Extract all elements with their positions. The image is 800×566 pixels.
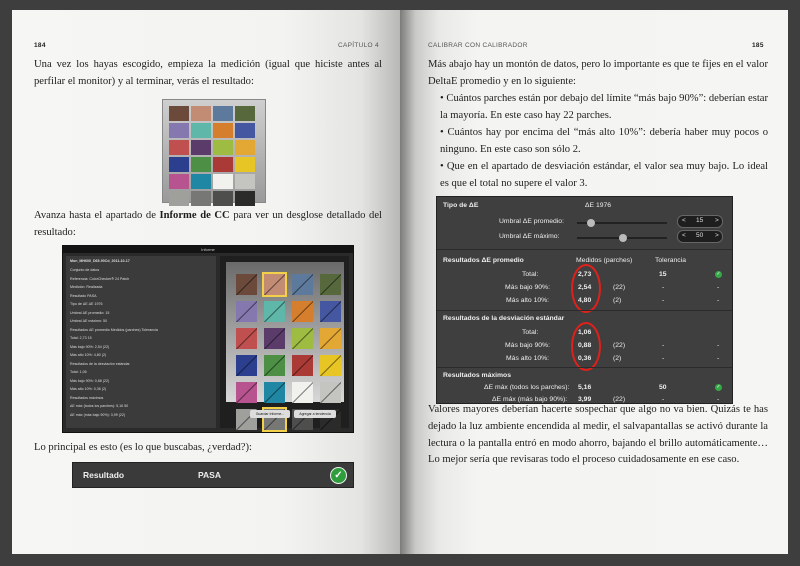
report-patch[interactable] bbox=[264, 382, 285, 403]
sec-maximos-title: Resultados máximos bbox=[443, 372, 511, 379]
result-label: Resultado bbox=[83, 470, 125, 480]
bullet-2: • Cuántos hay por encima del “más alto 10%”: debería haber muy pocos o ninguno. En este caso son sólo 2. bbox=[440, 127, 768, 155]
save-report-button[interactable]: Guardar Informe... bbox=[250, 410, 290, 418]
report-patch[interactable] bbox=[236, 301, 257, 322]
right-page bbox=[400, 10, 788, 554]
report-patch[interactable] bbox=[236, 328, 257, 349]
report-patch[interactable] bbox=[264, 355, 285, 376]
report-line: Tipo de ΔE ΔE 1976 bbox=[70, 302, 103, 306]
max-row-count: (22) bbox=[613, 396, 626, 403]
left-paragraph-1: Una vez los hayas escogido, empieza la medición (igual que hiciste antes al perfilar el monitor) y al terminar, verás el resultado: bbox=[34, 59, 382, 87]
right-paragraph-1: Más abajo hay un montón de datos, pero lo importante es que te fijes en el valor DeltaE promedio y en lo siguiente: bbox=[428, 59, 768, 87]
left-running-header: CAPÍTULO 4 bbox=[338, 42, 379, 49]
checker-patch bbox=[191, 106, 211, 121]
dash: - bbox=[662, 355, 665, 362]
tipo-label: Tipo de ΔE bbox=[443, 202, 479, 209]
checker-patch bbox=[169, 140, 189, 155]
checker-patch bbox=[169, 123, 189, 138]
checker-patch bbox=[235, 123, 255, 138]
s-high-label: Más alto 10%: bbox=[506, 355, 550, 362]
s-low-value: 0,88 bbox=[578, 342, 592, 349]
s-low-count: (22) bbox=[613, 342, 626, 349]
checker-patch bbox=[191, 174, 211, 189]
checker-patch bbox=[213, 106, 233, 121]
report-line: ΔE máx (todos los parches): 5,16 50 bbox=[70, 404, 129, 408]
report-patch[interactable] bbox=[320, 274, 341, 295]
slider-knob[interactable] bbox=[619, 234, 627, 242]
s-total-value: 1,06 bbox=[578, 329, 592, 336]
sec-promedio-title: Resultados ΔE promedio bbox=[443, 257, 524, 264]
deltae-results-panel bbox=[436, 196, 733, 404]
r-low-count: (22) bbox=[613, 284, 626, 291]
report-patch-pane bbox=[220, 256, 349, 428]
umbral-max-label: Umbral ΔE máximo: bbox=[499, 233, 560, 240]
s-high-count: (2) bbox=[613, 355, 622, 362]
report-line: Medición: Realizada bbox=[70, 285, 103, 289]
r-low-label: Más bajo 90%: bbox=[505, 284, 550, 291]
r-high-count: (2) bbox=[613, 297, 622, 304]
report-window-title: Informe bbox=[63, 246, 353, 253]
ok-icon: ✓ bbox=[716, 384, 721, 390]
report-patch[interactable] bbox=[320, 301, 341, 322]
checker-patch bbox=[235, 140, 255, 155]
slider-knob[interactable] bbox=[587, 219, 595, 227]
r-low-value: 2,54 bbox=[578, 284, 592, 291]
report-patch[interactable] bbox=[292, 355, 313, 376]
col-medidos: Medidos (parches) bbox=[576, 257, 633, 264]
checker-patch bbox=[169, 191, 189, 206]
report-line: Umbral ΔE promedio: 15 bbox=[70, 310, 110, 315]
checker-patch bbox=[191, 157, 211, 172]
result-bar bbox=[72, 462, 354, 488]
left-page bbox=[12, 10, 400, 554]
tipo-value: ΔE 1976 bbox=[585, 202, 612, 209]
umbral-prom-label: Umbral ΔE promedio: bbox=[499, 218, 564, 225]
dash: - bbox=[717, 342, 720, 349]
umbral-max-stepper[interactable] bbox=[677, 230, 723, 243]
report-screenshot bbox=[62, 245, 354, 433]
report-patch[interactable] bbox=[320, 355, 341, 376]
report-patch[interactable] bbox=[292, 301, 313, 322]
checker-patch bbox=[213, 191, 233, 206]
left-page-number: 184 bbox=[34, 42, 46, 49]
checker-patch bbox=[213, 174, 233, 189]
checker-patch bbox=[235, 174, 255, 189]
checker-patch bbox=[235, 191, 255, 206]
add-to-trend-button[interactable]: Agregar a tendencia bbox=[294, 410, 336, 418]
stepper-value: 50 bbox=[696, 232, 704, 239]
r-total-value: 2,73 bbox=[578, 271, 592, 278]
stepper-value: 15 bbox=[696, 217, 704, 224]
report-line: Total: 2,73 15 bbox=[70, 336, 92, 340]
s-high-value: 0,36 bbox=[578, 355, 592, 362]
umbral-prom-slider[interactable] bbox=[577, 222, 667, 224]
checker-patch bbox=[235, 157, 255, 172]
report-patch[interactable] bbox=[236, 382, 257, 403]
report-line: Total: 1,06 bbox=[70, 370, 87, 374]
r-total-tol: 15 bbox=[659, 271, 667, 278]
dash: - bbox=[717, 297, 720, 304]
max-row-value: 3,99 bbox=[578, 396, 592, 403]
report-file-name: Mon_MH600_D65-90Cd_2011-10-17 bbox=[70, 259, 130, 263]
right-running-header: CALIBRAR CON CALIBRADOR bbox=[428, 42, 528, 49]
checker-patch bbox=[169, 106, 189, 121]
report-patch[interactable] bbox=[264, 274, 285, 295]
s-total-label: Total: bbox=[522, 329, 539, 336]
check-icon: ✓ bbox=[330, 467, 347, 484]
report-line: Más bajo 90%: 2,54 (22) bbox=[70, 344, 110, 349]
dash: - bbox=[662, 284, 665, 291]
report-patch[interactable] bbox=[292, 274, 313, 295]
report-patch[interactable] bbox=[320, 328, 341, 349]
report-patch[interactable] bbox=[264, 328, 285, 349]
dash: - bbox=[717, 396, 720, 403]
report-line: Más bajo 90%: 0,88 (22) bbox=[70, 378, 110, 383]
r-high-label: Más alto 10%: bbox=[506, 297, 550, 304]
report-data-pane bbox=[66, 256, 216, 428]
report-line: Conjunto de datos bbox=[70, 268, 100, 272]
highlight-ring bbox=[571, 322, 601, 371]
max-row-label: ΔE máx (más bajo 90%): bbox=[492, 396, 568, 403]
patch-grid bbox=[236, 274, 341, 430]
dash: - bbox=[717, 284, 720, 291]
right-paragraph-2: Valores mayores deberían hacerte sospechar que algo no va bien. Quizás te has dejado la luz ambiente encendida al medir, el salvapantallas se activó durante la lectura o la pantalla entró en modo ahorro, bajando el brillo automáticamente… Lo mejor sería que revisaras todo el proceso cuidadosamente en ese caso. bbox=[428, 404, 768, 466]
report-line: Referencia: ColorChecker® 24 Patch bbox=[70, 276, 130, 281]
checker-patch bbox=[191, 123, 211, 138]
sec-desviacion-title: Resultados de la desviación estándar bbox=[443, 315, 565, 322]
report-line: Resultado PASA bbox=[70, 293, 97, 298]
left-paragraph-2: Avanza hasta el apartado de Informe de CC para ver un desglose detallado del resultado: bbox=[34, 210, 383, 238]
divider bbox=[437, 367, 732, 368]
bullet-3: • Que en el apartado de desviación estándar, el valor sea muy bajo. Lo ideal es que el total no supere el valor 3. bbox=[440, 161, 768, 189]
umbral-max-slider[interactable] bbox=[577, 237, 667, 239]
result-value: PASA bbox=[198, 470, 221, 480]
dash: - bbox=[662, 342, 665, 349]
checker-patch bbox=[169, 157, 189, 172]
right-page-number: 185 bbox=[752, 42, 764, 49]
divider bbox=[437, 310, 732, 311]
checker-patch bbox=[213, 123, 233, 138]
divider bbox=[437, 249, 732, 250]
report-line: Resultados máximos bbox=[70, 395, 104, 400]
stepper-right-arrow[interactable]: > bbox=[715, 232, 719, 239]
stepper-left-arrow[interactable]: < bbox=[682, 232, 686, 239]
color-checker-image bbox=[162, 99, 266, 203]
r-total-label: Total: bbox=[522, 271, 539, 278]
dash: - bbox=[662, 297, 665, 304]
report-patch[interactable] bbox=[320, 382, 341, 403]
max-row-value: 5,16 bbox=[578, 384, 592, 391]
checker-patch bbox=[213, 140, 233, 155]
report-line: Resultados ΔE promedio Medidos (parches) Tolerancia bbox=[70, 327, 158, 332]
patch-background bbox=[226, 262, 344, 402]
checker-patch bbox=[213, 157, 233, 172]
report-line: Más alto 10%: 4,80 (2) bbox=[70, 353, 107, 357]
checker-patch bbox=[191, 140, 211, 155]
dash: - bbox=[717, 355, 720, 362]
dash: - bbox=[662, 396, 665, 403]
highlight-ring bbox=[571, 264, 601, 313]
stepper-left-arrow[interactable]: < bbox=[682, 217, 686, 224]
report-line: Más alto 10%: 0,36 (2) bbox=[70, 387, 107, 391]
report-line: Resultados de la desviación estándar bbox=[70, 361, 130, 366]
s-low-label: Más bajo 90%: bbox=[505, 342, 550, 349]
report-patch[interactable] bbox=[236, 355, 257, 376]
r-high-value: 4,80 bbox=[578, 297, 592, 304]
max-row-label: ΔE máx (todos los parches): bbox=[484, 384, 570, 391]
col-tolerancia: Tolerancia bbox=[655, 257, 686, 264]
color-checker-grid bbox=[169, 106, 255, 206]
umbral-prom-stepper[interactable] bbox=[677, 215, 723, 228]
report-patch[interactable] bbox=[236, 274, 257, 295]
report-patch[interactable] bbox=[292, 382, 313, 403]
left-paragraph-3: Lo principal es esto (es lo que buscabas, ¿verdad?): bbox=[34, 442, 252, 453]
report-line: Umbral ΔE máximo: 50 bbox=[70, 319, 107, 323]
report-line: ΔE máx (más bajo 90%): 3,99 (22) bbox=[70, 412, 126, 417]
ok-icon: ✓ bbox=[716, 271, 721, 277]
stepper-right-arrow[interactable]: > bbox=[715, 217, 719, 224]
report-patch[interactable] bbox=[264, 301, 285, 322]
checker-patch bbox=[169, 174, 189, 189]
checker-patch bbox=[235, 106, 255, 121]
max-row-tol: 50 bbox=[659, 384, 667, 391]
report-patch[interactable] bbox=[292, 328, 313, 349]
checker-patch bbox=[191, 191, 211, 206]
bullet-1: • Cuántos parches están por debajo del límite “más bajo 90%”: deberían estar la mayoría. En este caso hay 22 parches. bbox=[440, 93, 769, 121]
